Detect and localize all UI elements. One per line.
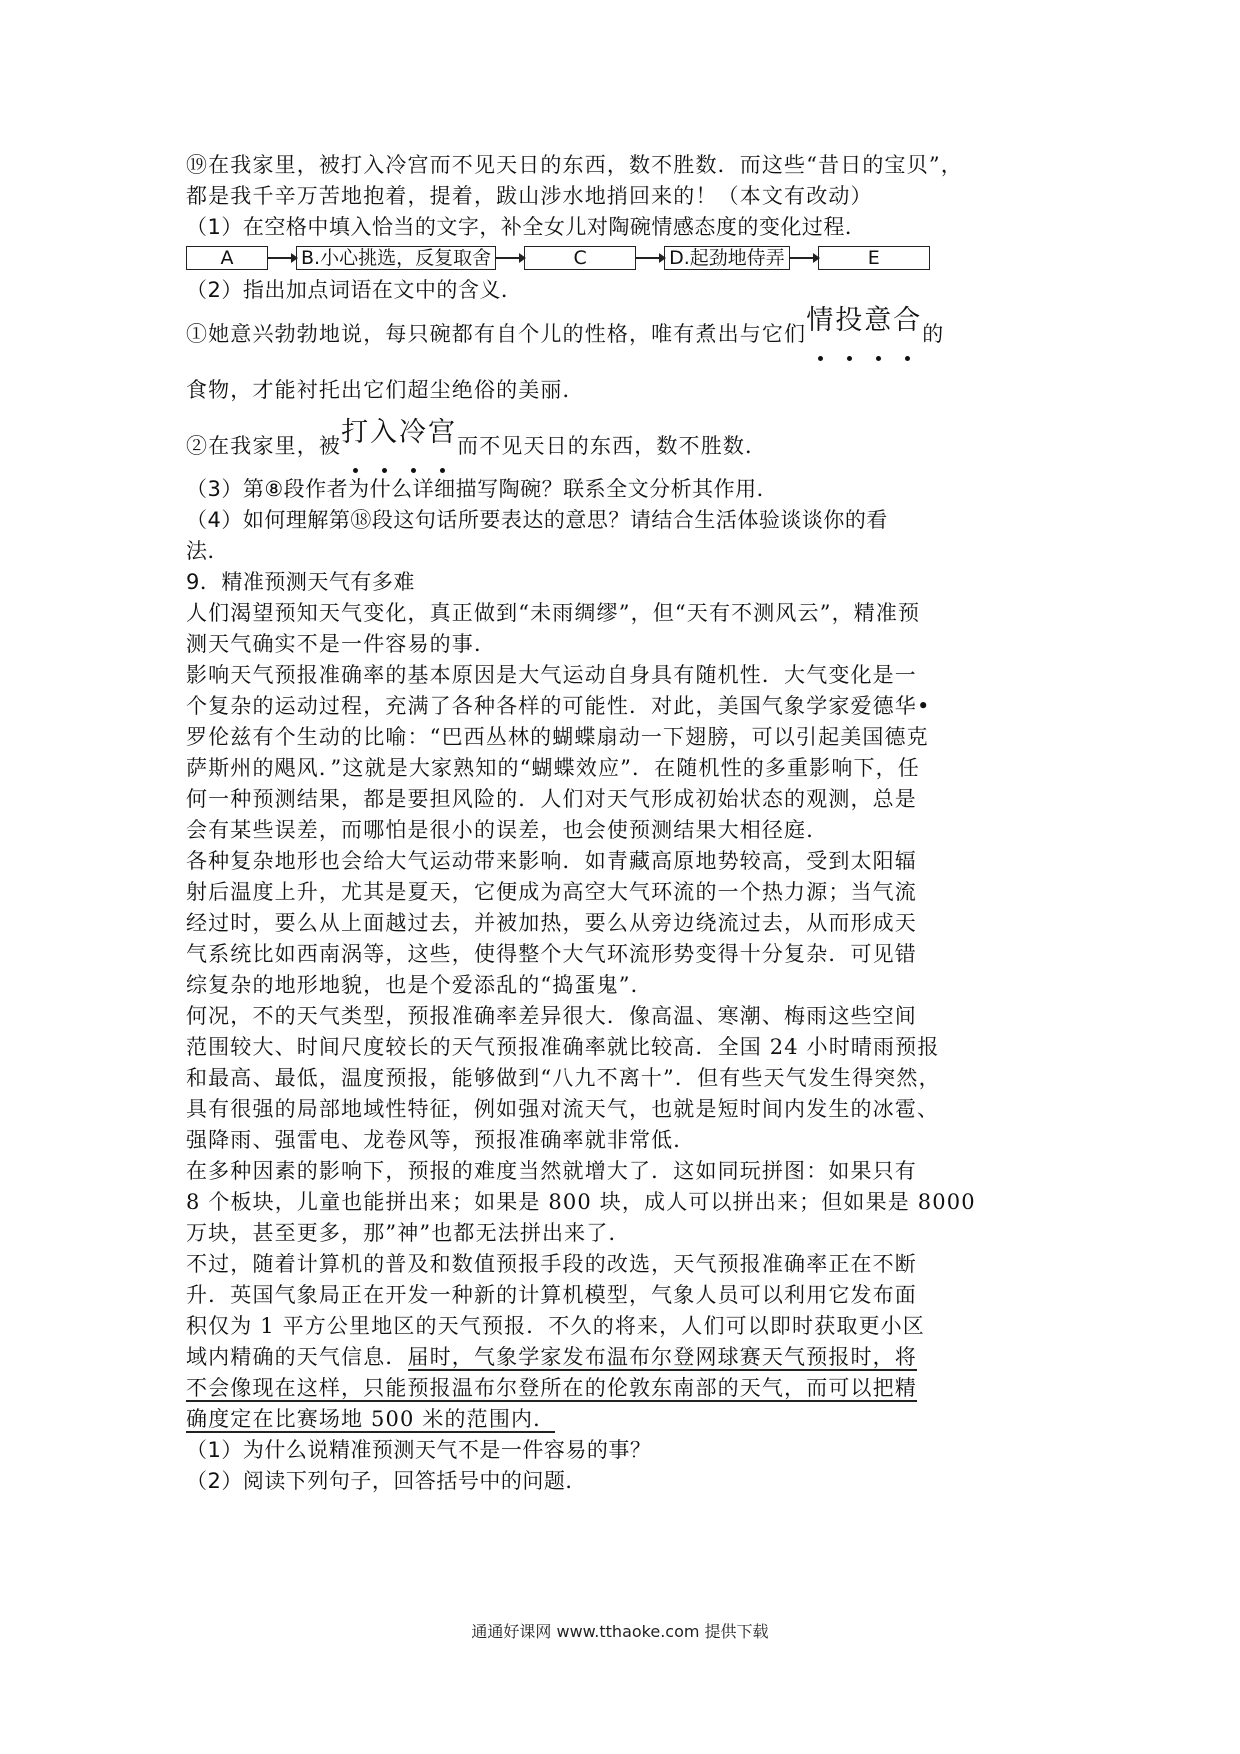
underlined-sentence: 届时，气象学家发布温布尔登网球赛天气预报时，将 — [407, 1345, 917, 1369]
paragraph-5-line: 在多种因素的影响下，预报的难度当然就增大了．这如同玩拼图：如果只有 — [186, 1159, 917, 1183]
paragraph-2-line: 罗伦兹有个生动的比喻：“巴西丛林的蝴蝶扇动一下翅膀，可以引起美国德克 — [186, 725, 929, 749]
item-1-line-1 — [186, 306, 1056, 362]
flow-arrow — [636, 257, 664, 259]
paragraph-1-line: 测天气确实不是一件容易的事． — [186, 632, 497, 656]
document-body — [186, 150, 1056, 1497]
section-9-question-1: （1）为什么说精准预测天气不是一件容易的事？ — [186, 1438, 652, 1462]
paragraph-2-line: 会有某些误差，而哪怕是很小的误差，也会使预测结果大相径庭． — [186, 818, 829, 842]
question-2: （2）指出加点词语在文中的含义． — [186, 278, 523, 302]
underlined-sentence: 不会像现在这样，只能预报温布尔登所在的伦敦东南部的天气，而可以把精 — [186, 1376, 917, 1400]
emphasis-dots — [806, 356, 922, 361]
paragraph-6-line — [186, 1342, 1056, 1373]
item-2-line — [186, 418, 1056, 474]
paragraph-6-line — [186, 1404, 1056, 1435]
paragraph-4-line: 强降雨、强雷电、龙卷风等，预报准确率就非常低． — [186, 1128, 696, 1152]
question-3: （3）第⑧段作者为什么详细描写陶碗？联系全文分析其作用． — [186, 477, 779, 501]
paragraph-6-line: 不过，随着计算机的普及和数值预报手段的改选，天气预报准确率正在不断 — [186, 1252, 917, 1276]
paragraph-19-line-2: 都是我千辛万苦地抱着，提着，跋山涉水地捎回来的！（本文有改动） — [186, 184, 873, 208]
flow-arrow — [790, 257, 818, 259]
paragraph-6-line — [186, 1373, 1056, 1404]
paragraph-4-line: 范围较大、时间尺度较长的天气预报准确率就比较高．全国 24 小时晴雨预报 — [186, 1035, 940, 1059]
paragraph-4-line: 具有很强的局部地域性特征，例如强对流天气，也就是短时间内发生的冰雹、 — [186, 1097, 940, 1121]
flow-box-b: B.小心挑选，反复取舍 — [296, 246, 496, 270]
paragraph-19-line-1: ⑲在我家里，被打入冷宫而不见天日的东西，数不胜数．而这些“昔日的宝贝”， — [186, 153, 963, 177]
paragraph-6-line: 升．英国气象局正在开发一种新的计算机模型，气象人员可以利用它发布面 — [186, 1283, 917, 1307]
attitude-flow-diagram — [186, 245, 1056, 271]
paragraph-4-line: 何况，不的天气类型，预报准确率差异很大．像高温、寒潮、梅雨这些空间 — [186, 1004, 917, 1028]
emphasized-word: 打入冷宫 — [341, 419, 457, 447]
paragraph-2-line: 影响天气预报准确率的基本原因是大气运动自身具有随机性．大气变化是一 — [186, 663, 917, 687]
paragraph-2-line: 何一种预测结果，都是要担风险的．人们对天气形成初始状态的观测，总是 — [186, 787, 917, 811]
paragraph-3-line: 气系统比如西南涡等，这些，使得整个大气环流形势变得十分复杂．可见错 — [186, 942, 917, 966]
item-1-text-end: 的 — [922, 322, 945, 346]
section-9-title: 9．精准预测天气有多难 — [186, 570, 415, 594]
paragraph-3-line: 射后温度上升，尤其是夏天，它便成为高空大气环流的一个热力源；当气流 — [186, 880, 917, 904]
item-1-text: ①她意兴勃勃地说，每只碗都有自个儿的性格，唯有煮出与它们 — [186, 322, 807, 346]
paragraph-5-line: 万块，甚至更多，那”神”也都无法拼出来了． — [186, 1221, 631, 1245]
item-2-text-end: 而不见天日的东西，数不胜数． — [457, 434, 768, 458]
paragraph-6-line: 积仅为 1 平方公里地区的天气预报．不久的将来，人们可以即时获取更小区 — [186, 1314, 925, 1338]
emphasized-word: 情投意合 — [806, 307, 922, 335]
page-footer: 通通好课网 www.tthaoke.com 提供下载 — [471, 1622, 769, 1641]
section-9-question-2: （2）阅读下列句子，回答括号中的问题． — [186, 1469, 587, 1493]
paragraph-3-line: 经过时，要么从上面越过去，并被加热，要么从旁边绕流过去，从而形成天 — [186, 911, 917, 935]
flow-arrow — [268, 257, 296, 259]
flow-box-d: D.起劲地侍弄 — [664, 246, 790, 270]
paragraph-2-line: 萨斯州的飓风．”这就是大家熟知的“蝴蝶效应”．在随机性的多重影响下，任 — [186, 756, 920, 780]
emphasis-dots — [341, 468, 457, 473]
question-4-line-1: （4）如何理解第⑱段这句话所要表达的意思？请结合生活体验谈谈你的看 — [186, 508, 888, 532]
paragraph-3-line: 综复杂的地形地貌，也是个爱添乱的“捣蛋鬼”． — [186, 973, 653, 997]
underlined-sentence: 确度定在比赛场地 500 米的范围内． — [186, 1407, 556, 1431]
flow-box-e: E — [818, 246, 930, 270]
paragraph-5-line: 8 个板块，儿童也能拼出来；如果是 800 块，成人可以拼出来；但如果是 8000 — [186, 1190, 976, 1214]
flow-arrow — [496, 257, 524, 259]
paragraph-4-line: 和最高、最低，温度预报，能够做到“八九不离十”．但有些天气发生得突然， — [186, 1066, 941, 1090]
item-2-text: ②在我家里，被 — [186, 434, 342, 458]
paragraph-1-line: 人们渴望预知天气变化，真正做到“未雨绸缪”，但“天有不测风云”，精准预 — [186, 601, 921, 625]
paragraph-3-line: 各种复杂地形也会给大气运动带来影响．如青藏高原地势较高，受到太阳辐 — [186, 849, 917, 873]
paragraph-2-line: 个复杂的运动过程，充满了各种各样的可能性．对此，美国气象学家爱德华• — [186, 694, 931, 718]
flow-box-a: A — [186, 246, 268, 270]
question-1: （1）在空格中填入恰当的文字，补全女儿对陶碗情感态度的变化过程． — [186, 215, 867, 239]
item-1-line-2: 食物，才能衬托出它们超尘绝俗的美丽． — [186, 378, 585, 402]
flow-box-c: C — [524, 246, 636, 270]
question-4-line-2: 法． — [186, 539, 229, 563]
plain-text: 域内精确的天气信息． — [186, 1345, 408, 1369]
